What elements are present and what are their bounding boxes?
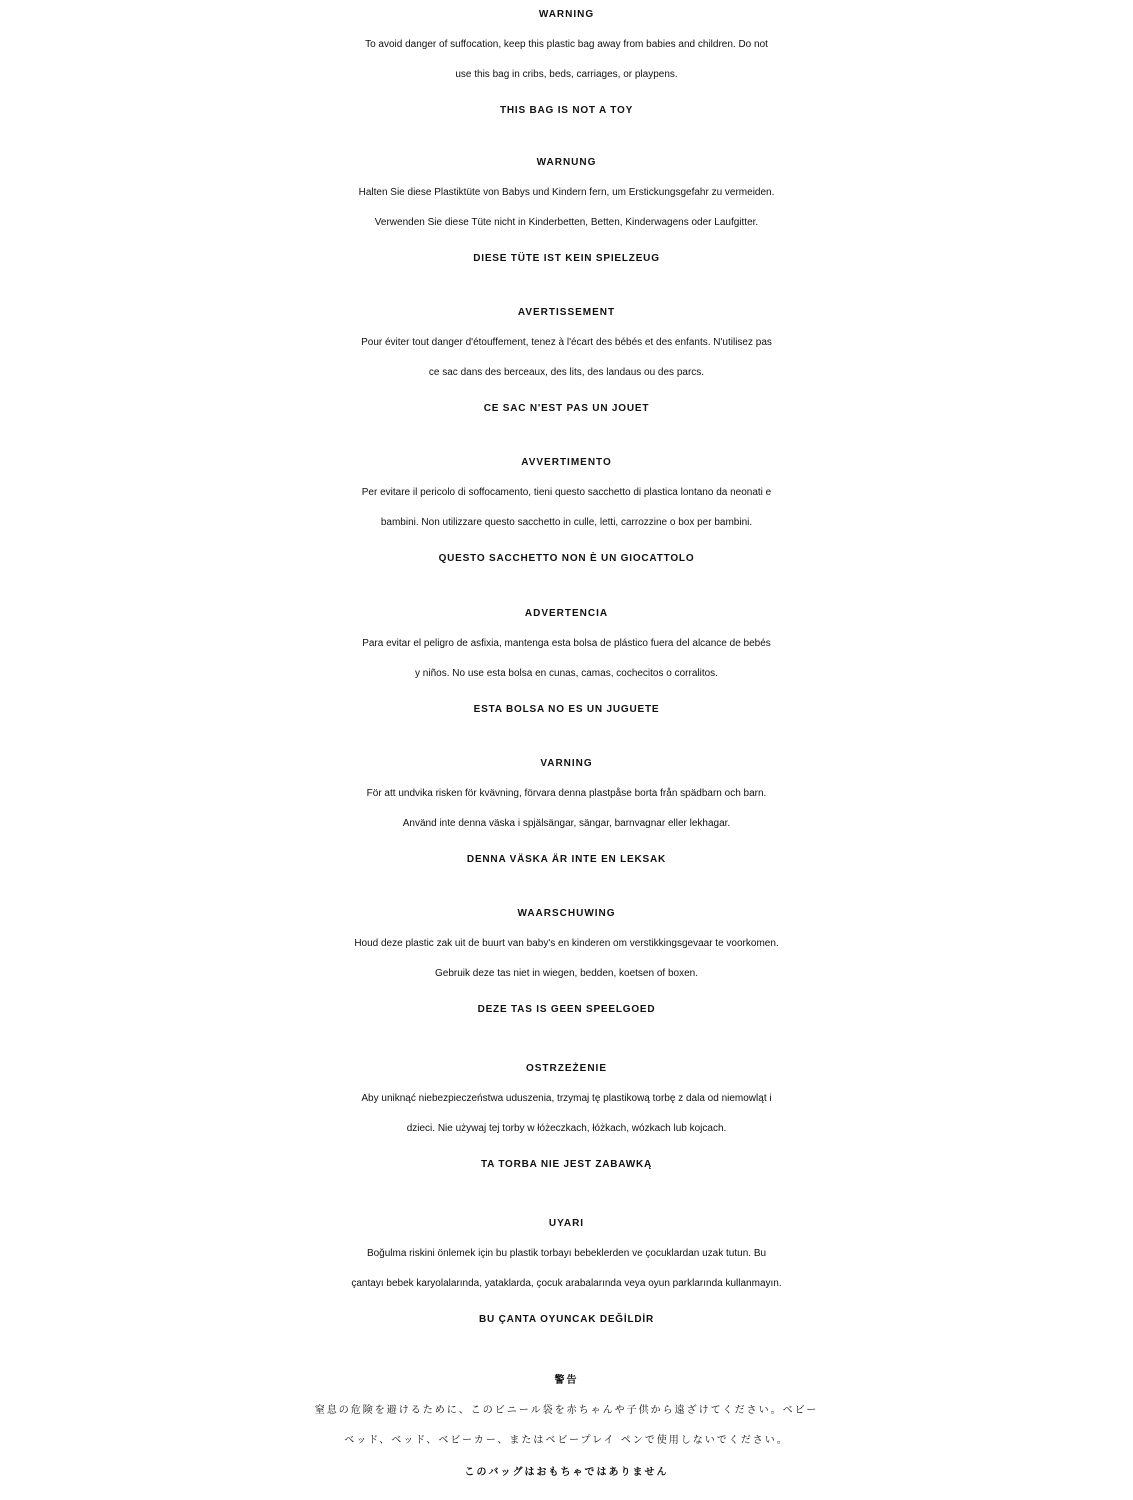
section-body-line: bambini. Non utilizzare questo sacchetto in culle, letti, carrozzine o box per bambini. <box>380 517 753 528</box>
section-body-line: Pour éviter tout danger d'étouffement, tenez à l'écart des bébés et des enfants. N'utilisez pas <box>361 337 772 348</box>
section-body-line: y niños. No use esta bolsa en cunas, camas, cochecitos o corralitos. <box>415 668 718 679</box>
section-heading: WARNUNG <box>536 157 597 168</box>
warning-section-dutch <box>0 899 1133 1025</box>
section-body-line: To avoid danger of suffocation, keep this plastic bag away from babies and children. Do not <box>365 39 768 50</box>
section-body-line: För att undvika risken för kvävning, förvara denna plastpåse borta från spädbarn och barn. <box>366 788 767 799</box>
section-heading: ADVERTENCIA <box>524 608 609 619</box>
warning-section-swedish <box>0 749 1133 875</box>
section-body-line: Gebruik deze tas niet in wiegen, bedden, koetsen of boxen. <box>435 968 698 979</box>
section-heading: 警告 <box>554 1375 579 1386</box>
warning-section-german <box>0 148 1133 274</box>
section-body-line: Boğulma riskini önlemek için bu plastik torbayı bebeklerden ve çocuklardan uzak tutun. Bu <box>366 1248 767 1259</box>
section-footer: CE SAC N'EST PAS UN JOUET <box>483 403 650 414</box>
section-body-line: use this bag in cribs, beds, carriages, or playpens. <box>455 69 678 80</box>
section-heading: VARNING <box>540 758 593 769</box>
warning-section-turkish <box>0 1209 1133 1335</box>
section-footer: DENNA VÄSKA ÄR INTE EN LEKSAK <box>466 854 667 865</box>
section-footer: BU ÇANTA OYUNCAK DEĞİLDİR <box>479 1314 654 1325</box>
section-body-line: Använd inte denna väska i spjälsängar, sängar, barnvagnar eller lekhagar. <box>402 818 731 829</box>
section-footer: TA TORBA NIE JEST ZABAWKĄ <box>480 1159 653 1170</box>
section-body-line: Per evitare il pericolo di soffocamento, tieni questo sacchetto di plastica lontano da neonati e <box>361 487 772 498</box>
section-body-line: Aby uniknąć niebezpieczeństwa uduszenia, trzymaj tę plastikową torbę z dala od niemowląt i <box>361 1093 772 1104</box>
section-heading: WAARSCHUWING <box>517 908 616 919</box>
warning-section-english <box>0 0 1133 126</box>
section-body-line: Halten Sie diese Plastiktüte von Babys und Kindern fern, um Erstickungsgefahr zu vermeiden. <box>358 187 775 198</box>
section-heading: AVERTISSEMENT <box>517 307 616 318</box>
section-footer: DEZE TAS IS GEEN SPEELGOED <box>477 1004 656 1015</box>
section-footer: DIESE TÜTE IST KEIN SPIELZEUG <box>473 253 660 264</box>
section-body-line: Houd deze plastic zak uit de buurt van baby's en kinderen om verstikkingsgevaar te voorkomen. <box>354 938 779 949</box>
section-heading: AVVERTIMENTO <box>521 457 612 468</box>
section-body-line: 窒息の危険を避けるために、このビニール袋を赤ちゃんや子供から遠ざけてください。ベビー <box>314 1405 819 1416</box>
section-body-line: ce sac dans des berceaux, des lits, des landaus ou des parcs. <box>428 367 705 378</box>
section-footer: ESTA BOLSA NO ES UN JUGUETE <box>473 704 660 715</box>
section-body-line: Para evitar el peligro de asfixia, mantenga esta bolsa de plástico fuera del alcance de bebés <box>362 638 771 649</box>
warning-section-spanish <box>0 599 1133 725</box>
warning-section-french <box>0 298 1133 424</box>
section-footer: THIS BAG IS NOT A TOY <box>499 105 634 116</box>
warning-section-japanese <box>0 1366 1133 1488</box>
section-body-line: dzieci. Nie używaj tej torby w łóżeczkach, łóżkach, wózkach lub kojcach. <box>406 1123 727 1134</box>
section-heading: UYARI <box>548 1218 585 1229</box>
section-heading: WARNING <box>538 9 595 20</box>
section-body-line: Verwenden Sie diese Tüte nicht in Kinderbetten, Betten, Kinderwagens oder Laufgitter. <box>374 217 759 228</box>
warning-section-polish <box>0 1054 1133 1180</box>
section-body-line: çantayı bebek karyolalarında, yataklarda, çocuk arabalarında veya oyun parklarında kullanmayın. <box>351 1278 782 1289</box>
section-body-line: ベッド、ベッド、ベビーカー、またはベビープレイ ペンで使用しないでください。 <box>344 1435 789 1446</box>
section-heading: OSTRZEŻENIE <box>525 1063 607 1074</box>
section-footer: QUESTO SACCHETTO NON È UN GIOCATTOLO <box>438 553 695 564</box>
section-footer: このバッグはおもちゃではありません <box>464 1467 669 1478</box>
warning-section-italian <box>0 448 1133 574</box>
